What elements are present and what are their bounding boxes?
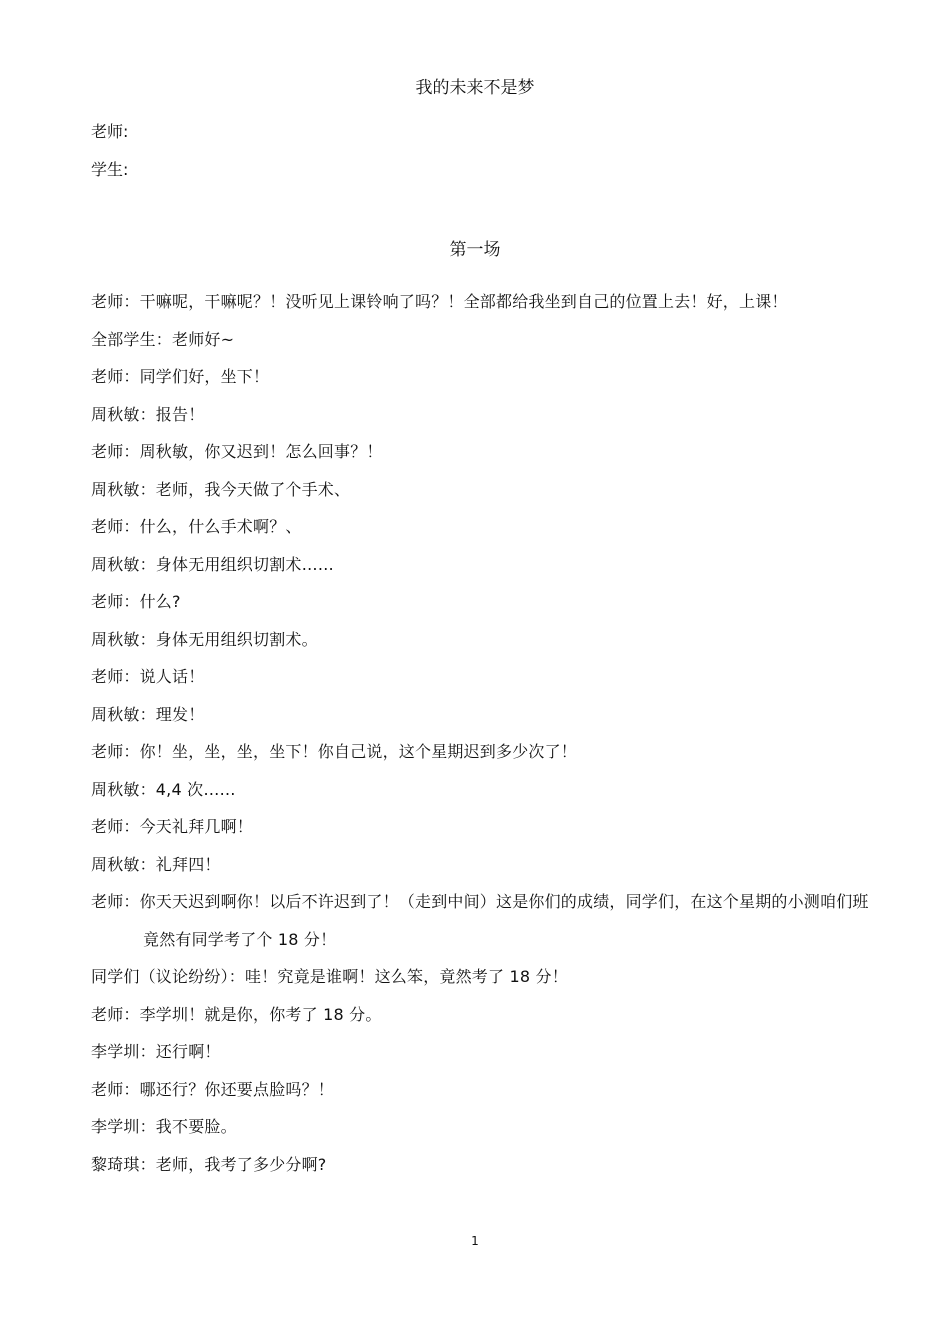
scene-heading: 第一场 <box>449 240 501 260</box>
dialogue-line: 老师：干嘛呢，干嘛呢？！没听见上课铃响了吗？！全部都给我坐到自己的位置上去！好，上课！ <box>91 292 788 311</box>
dialogue-line: 周秋敏：理发！ <box>91 704 205 724</box>
dialogue-line: 老师：同学们好，坐下！ <box>91 367 270 386</box>
dialogue-line: 周秋敏：身体无用组织切割术。 <box>91 629 318 649</box>
dialogue-line: 老师：周秋敏，你又迟到！怎么回事？！ <box>91 442 383 461</box>
dialogue-line: 老师：说人话！ <box>91 667 205 686</box>
dialogue-line: 老师：什么? <box>91 592 181 611</box>
dialogue-line: 周秋敏：礼拜四！ <box>91 854 221 874</box>
dialogue-line: 周秋敏：4,4 次…… <box>91 779 236 799</box>
page-number: 1 <box>471 1234 479 1248</box>
role-student-label: 学生: <box>91 160 129 179</box>
dialogue-line: 老师：什么，什么手术啊？、 <box>91 517 302 536</box>
dialogue-line: 同学们（议论纷纷）：哇！究竟是谁啊！这么笨，竟然考了 18 分！ <box>91 967 568 986</box>
dialogue-line: 老师：你！坐，坐，坐，坐下！你自己说，这个星期迟到多少次了！ <box>91 742 578 761</box>
dialogue-line: 老师：哪还行？你还要点脸吗？！ <box>91 1079 335 1099</box>
dialogue-line: 周秋敏：老师，我今天做了个手术、 <box>91 479 351 499</box>
dialogue-line: 全部学生：老师好~ <box>91 329 235 349</box>
dialogue-line: 周秋敏：身体无用组织切割术…… <box>91 554 335 574</box>
dialogue-line: 黎琦琪：老师，我考了多少分啊? <box>91 1154 327 1174</box>
dialogue-line: 李学圳：我不要脸。 <box>91 1117 237 1136</box>
role-teacher-label: 老师: <box>91 122 129 141</box>
dialogue-list <box>91 283 871 1183</box>
document-title: 我的未来不是梦 <box>415 78 535 98</box>
dialogue-line: 老师：今天礼拜几啊！ <box>91 817 254 836</box>
dialogue-line: 周秋敏：报告！ <box>91 404 205 424</box>
dialogue-line: 老师：李学圳！就是你，你考了 18 分。 <box>91 1004 382 1024</box>
dialogue-line: 老师：你天天迟到啊你！以后不许迟到了！（走到中间）这是你们的成绩，同学们，在这个星期的小测咱们班竟然有同学考了个 18 分！ <box>91 892 869 949</box>
dialogue-line: 李学圳：还行啊！ <box>91 1042 221 1061</box>
